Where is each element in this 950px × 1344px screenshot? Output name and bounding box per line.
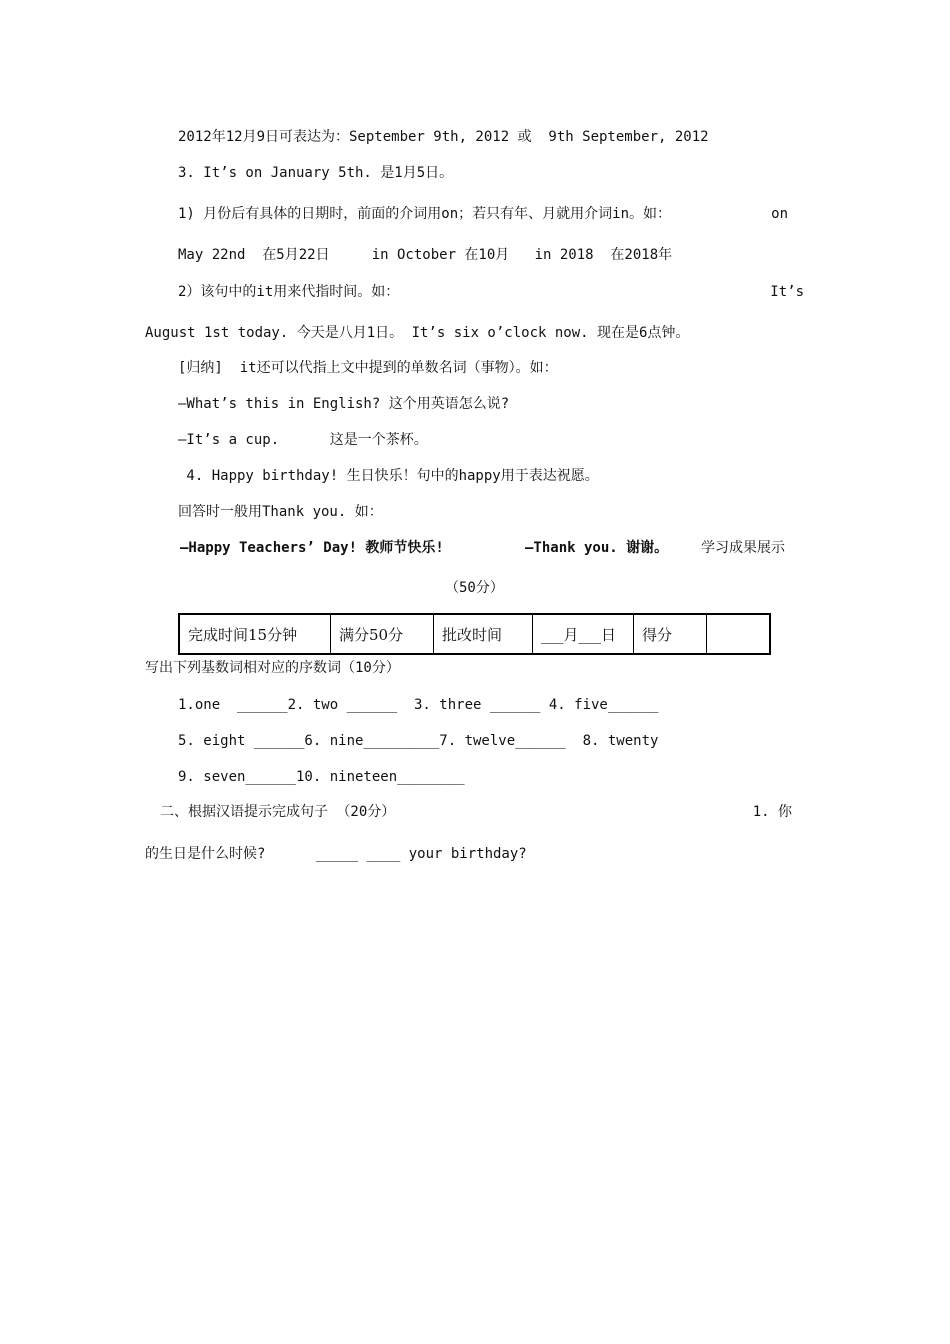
- line-preposition-rule: 1) 月份后有具体的日期时，前面的介词用on；若只有年、月就用介词in。如：: [178, 206, 671, 222]
- exercise-1-row-1: 1.one ______2. two ______ 3. three ______ 4. five______: [178, 697, 659, 713]
- exercise-1-title: 写出下列基数词相对应的序数词（10分）: [145, 660, 400, 676]
- line-it-time-examples: August 1st today. 今天是八月1日。 It’s six o’clock now. 现在是6点钟。: [145, 325, 690, 341]
- line-dialog-question: —What’s this in English? 这个用英语怎么说?: [178, 396, 510, 412]
- cell-score-label: 得分: [634, 614, 707, 654]
- section-score: （50分）: [445, 580, 504, 596]
- line-it-time: 2）该句中的it用来代指时间。如：: [178, 284, 400, 300]
- exercise-1-row-3: 9. seven______10. nineteen________: [178, 769, 465, 785]
- exercise-1-row-2: 5. eight ______6. nine_________7. twelve______ 8. twenty: [178, 733, 659, 749]
- line-date-expression: 2012年12月9日可表达为：September 9th, 2012 或 9th September, 2012: [178, 129, 709, 145]
- line-point-4: 4. Happy birthday! 生日快乐！句中的happy用于表达祝愿。: [178, 468, 599, 484]
- score-table: [178, 613, 771, 655]
- cell-full-marks: 满分50分: [331, 614, 434, 654]
- line-it-time-tail: It’s: [770, 284, 804, 300]
- line-example-greeting: —Happy Teachers’ Day! 教师节快乐!: [180, 540, 444, 556]
- line-preposition-examples: May 22nd 在5月22日 in October 在10月 in 2018 在2018年: [178, 247, 673, 263]
- line-example-reply: —Thank you. 谢谢。: [525, 540, 669, 556]
- line-point-3: 3. It’s on January 5th. 是1月5日。: [178, 165, 454, 181]
- section-title-results: 学习成果展示: [701, 540, 785, 556]
- line-dialog-answer: —It’s a cup. 这是一个茶杯。: [178, 432, 428, 448]
- cell-grading-time: 批改时间: [434, 614, 533, 654]
- cell-time-limit: 完成时间15分钟: [179, 614, 331, 654]
- cell-date-blank: ___月___日: [533, 614, 634, 654]
- exercise-2-title: 二、根据汉语提示完成句子 （20分）: [160, 804, 396, 820]
- table-row: [179, 614, 770, 654]
- line-summary: [归纳] it还可以代指上文中提到的单数名词（事物）。如：: [178, 360, 558, 376]
- exercise-2-item-1-start: 1. 你: [752, 804, 792, 820]
- cell-score-value: [707, 614, 771, 654]
- exercise-2-item-1: 的生日是什么时候? _____ ____ your birthday?: [145, 846, 527, 862]
- line-reply-note: 回答时一般用Thank you. 如：: [178, 504, 383, 520]
- line-preposition-rule-tail: on: [771, 206, 788, 222]
